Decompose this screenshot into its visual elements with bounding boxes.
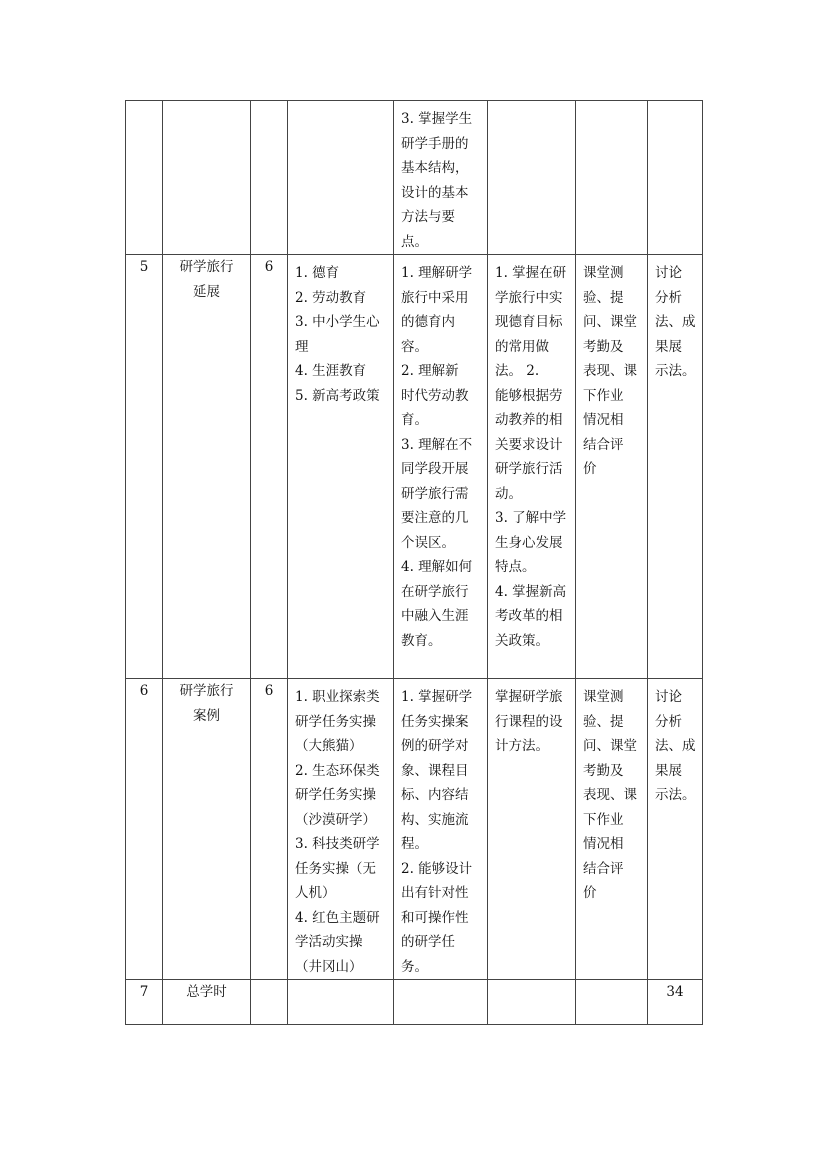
- cell-content: [288, 980, 394, 1025]
- cell-text-line: 容。: [401, 338, 428, 355]
- course-schedule-table: [125, 100, 703, 1025]
- cell-content: [288, 101, 394, 255]
- table-row: [126, 101, 703, 255]
- cell-text-line: 总学时: [186, 984, 227, 1000]
- cell-assessment: [576, 980, 648, 1025]
- cell-knowledge: [394, 255, 488, 679]
- cell-text-line: 价: [583, 461, 597, 477]
- cell-text-line: 4. 红色主题研: [295, 909, 380, 926]
- cell-text-line: 考改革的相: [495, 608, 563, 624]
- cell-method: [648, 101, 703, 255]
- cell-text-line: 计方法。: [495, 738, 549, 754]
- cell-name: [163, 980, 251, 1025]
- cell-text-line: 问、课堂: [583, 738, 637, 754]
- cell-text-line: 1. 德育: [295, 265, 340, 281]
- cell-text-line: 时代劳动教: [401, 387, 469, 404]
- cell-text-line: 关要求设计: [495, 436, 563, 453]
- cell-text-line: 学活动实操: [295, 934, 363, 950]
- cell-text-line: 研学任务实操: [295, 713, 376, 730]
- cell-text-line: 2. 能够设计: [401, 860, 473, 877]
- cell-assessment: [576, 101, 648, 255]
- cell-text-line: 现德育目标: [495, 314, 563, 330]
- cell-text-line: 4. 理解如何: [401, 559, 473, 575]
- cell-text-line: 1. 理解研学: [401, 265, 473, 281]
- cell-text-line: 5. 新高考政策: [295, 387, 380, 404]
- cell-text-line: 分析: [655, 713, 682, 730]
- cell-text-line: 点。: [401, 233, 428, 250]
- cell-text-line: （大熊猫）: [295, 738, 363, 754]
- cell-text-line: 学旅行中实: [495, 289, 563, 306]
- cell-text-line: 表现、课: [583, 363, 637, 379]
- cell-text-line: 教育。: [401, 632, 442, 649]
- cell-text-line: 果展: [655, 762, 682, 779]
- cell-text-line: 生身心发展: [495, 534, 563, 551]
- cell-text-line: 动。: [495, 485, 522, 502]
- cell-text-line: 个误区。: [401, 534, 455, 551]
- cell-assessment: [576, 679, 648, 980]
- cell-text-line: 考勤及: [583, 338, 624, 355]
- cell-text-line: 研学旅行: [179, 259, 234, 275]
- cell-text-line: 动教养的相: [495, 412, 563, 428]
- table-row: [126, 255, 703, 679]
- cell-text-line: 法、成: [655, 738, 696, 754]
- cell-text-line: 下作业: [583, 811, 624, 828]
- cell-name: [163, 101, 251, 255]
- cell-text-line: 法、成: [655, 314, 696, 330]
- cell-ability: [488, 980, 576, 1025]
- table-row: [126, 679, 703, 980]
- cell-text-line: 1. 职业探索类: [295, 689, 380, 705]
- cell-text-line: 分析: [655, 289, 682, 306]
- cell-text-line: 关政策。: [495, 632, 549, 649]
- cell-knowledge: [394, 980, 488, 1025]
- cell-no: 5: [126, 255, 163, 679]
- cell-text-line: 延展: [193, 283, 220, 300]
- cell-assessment: [576, 255, 648, 679]
- cell-text-line: 2. 劳动教育: [295, 289, 367, 306]
- cell-text-line: 价: [583, 885, 597, 901]
- cell-text-line: 问、课堂: [583, 314, 637, 330]
- cell-text-line: 考勤及: [583, 762, 624, 779]
- cell-text-line: 示法。: [655, 787, 696, 803]
- cell-no: [126, 101, 163, 255]
- cell-text-line: 人机）: [295, 885, 336, 901]
- cell-text-line: （沙漠研学）: [295, 811, 376, 828]
- cell-text-line: 课堂测: [583, 689, 624, 705]
- cell-text-line: 标、内容结: [401, 787, 469, 803]
- cell-hours: 6: [251, 679, 288, 980]
- cell-ability: [488, 255, 576, 679]
- cell-text-line: 同学段开展: [401, 461, 469, 477]
- cell-hours: 6: [251, 255, 288, 679]
- cell-text-line: 研学旅行需: [401, 485, 469, 502]
- cell-method: [648, 679, 703, 980]
- cell-text-line: 育。: [401, 412, 428, 428]
- cell-text-line: 结合评: [583, 860, 624, 877]
- cell-text-line: 讨论: [655, 265, 682, 281]
- cell-text-line: 的常用做: [495, 338, 549, 355]
- cell-text-line: 的德育内: [401, 314, 455, 330]
- cell-knowledge: [394, 101, 488, 255]
- cell-text-line: 结合评: [583, 436, 624, 453]
- cell-text-line: 1. 掌握在研: [495, 265, 567, 281]
- cell-text-line: 务。: [401, 958, 428, 975]
- cell-text-line: 要注意的几: [401, 510, 469, 526]
- cell-text-line: 3. 理解在不: [401, 436, 473, 453]
- cell-text-line: 研学任务实操: [295, 787, 376, 803]
- cell-text-line: 行课程的设: [495, 713, 563, 730]
- cell-text-line: 基本结构，: [401, 160, 469, 176]
- cell-text-line: 中融入生涯: [401, 608, 469, 624]
- cell-text-line: 掌握研学旅: [495, 689, 563, 705]
- cell-ability: [488, 679, 576, 980]
- cell-text-line: 任务实操（无: [295, 860, 376, 877]
- cell-text-line: 案例: [193, 707, 220, 724]
- cell-text-line: （井冈山）: [295, 958, 363, 975]
- cell-text-line: 1. 掌握研学: [401, 689, 473, 705]
- cell-text-line: 下作业: [583, 387, 624, 404]
- cell-text-line: 例的研学对: [401, 738, 469, 754]
- cell-text-line: 3. 了解中学: [495, 510, 567, 526]
- cell-name: [163, 679, 251, 980]
- cell-hours: [251, 980, 288, 1025]
- cell-text-line: 能够根据劳: [495, 387, 563, 404]
- cell-total-hours: [648, 980, 703, 1025]
- cell-text-line: 设计的基本: [401, 184, 469, 201]
- cell-text-line: 任务实操案: [401, 713, 469, 730]
- cell-text-line: 验、提: [583, 713, 624, 730]
- cell-text-line: 方法与要: [401, 209, 455, 225]
- cell-text-line: 象、课程目: [401, 762, 469, 779]
- cell-text-line: 34: [666, 984, 684, 1000]
- table-row: [126, 980, 703, 1025]
- cell-no: 6: [126, 679, 163, 980]
- cell-text-line: 课堂测: [583, 265, 624, 281]
- cell-text-line: 4. 掌握新高: [495, 583, 567, 600]
- cell-method: [648, 255, 703, 679]
- cell-text-line: 4. 生涯教育: [295, 363, 367, 379]
- cell-text-line: 研学手册的: [401, 135, 469, 152]
- cell-knowledge: [394, 679, 488, 980]
- cell-text-line: 研学旅行: [179, 683, 234, 699]
- cell-text-line: 构、实施流: [401, 811, 469, 828]
- cell-text-line: 3. 科技类研学: [295, 836, 380, 852]
- cell-text-line: 程。: [401, 836, 428, 852]
- cell-hours: [251, 101, 288, 255]
- cell-text-line: 的研学任: [401, 934, 455, 950]
- cell-text-line: 在研学旅行: [401, 583, 469, 600]
- cell-text-line: 3. 掌握学生: [401, 111, 473, 127]
- cell-text-line: 出有针对性: [401, 885, 469, 901]
- cell-text-line: 研学旅行活: [495, 461, 563, 477]
- cell-content: [288, 255, 394, 679]
- cell-text-line: 旅行中采用: [401, 289, 469, 306]
- cell-content: [288, 679, 394, 980]
- cell-ability: [488, 101, 576, 255]
- cell-name: [163, 255, 251, 679]
- cell-text-line: 表现、课: [583, 787, 637, 803]
- cell-text-line: 果展: [655, 338, 682, 355]
- cell-text-line: 特点。: [495, 559, 536, 575]
- cell-text-line: 2. 理解新: [401, 363, 459, 379]
- cell-text-line: 法。 2.: [495, 363, 540, 379]
- cell-text-line: 示法。: [655, 363, 696, 379]
- cell-text-line: 和可操作性: [401, 909, 469, 926]
- cell-text-line: 情况相: [583, 412, 624, 428]
- cell-text-line: 验、提: [583, 289, 624, 306]
- cell-text-line: 2. 生态环保类: [295, 762, 380, 779]
- cell-text-line: 理: [295, 338, 309, 355]
- cell-text-line: 讨论: [655, 689, 682, 705]
- cell-text-line: 情况相: [583, 836, 624, 852]
- cell-text-line: 3. 中小学生心: [295, 314, 380, 330]
- cell-no: 7: [126, 980, 163, 1025]
